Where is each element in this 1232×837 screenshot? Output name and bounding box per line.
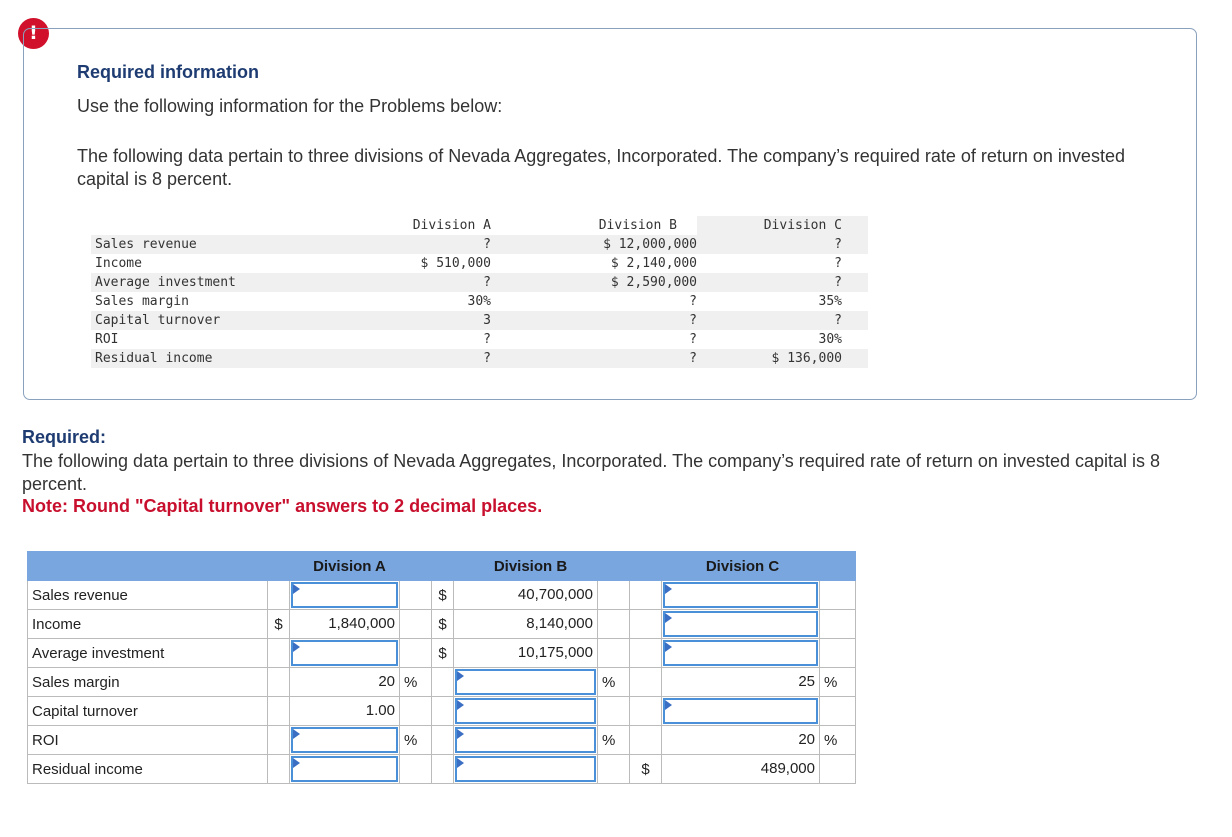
a-symbol — [268, 668, 290, 697]
division-c-cell-input[interactable] — [663, 640, 818, 666]
b-symbol — [432, 726, 454, 755]
division-b-cell-value: 10,175,000 — [517, 644, 593, 661]
division-c-cell-value: 25 — [798, 673, 815, 690]
answer-header-row — [28, 552, 856, 581]
row-label: Capital turnover — [28, 697, 268, 726]
a-symbol — [268, 726, 290, 755]
division-b-cell-value: 40,700,000 — [517, 586, 593, 603]
answer-row — [28, 581, 856, 610]
a-unit — [400, 581, 432, 610]
required-title: Required: — [22, 427, 107, 447]
a-unit: % — [400, 668, 432, 697]
division-b-cell — [454, 610, 598, 639]
division-b-cell — [454, 581, 598, 610]
c-unit — [820, 755, 856, 784]
answer-row — [28, 668, 856, 697]
c-unit — [820, 581, 856, 610]
b-symbol — [432, 697, 454, 726]
division-a-cell-input[interactable] — [291, 756, 398, 782]
division-c-cell — [662, 726, 820, 755]
required-note: Note: Round "Capital turnover" answers to 2 decimal places. — [22, 496, 543, 516]
given-header-b: Division B — [598, 218, 677, 233]
input-marker-icon — [457, 758, 464, 768]
row-label: ROI — [28, 726, 268, 755]
b-symbol — [432, 668, 454, 697]
answer-row — [28, 755, 856, 784]
required-text: The following data pertain to three divisions of Nevada Aggregates, Incorporated. The company’s required rate of return on invested capital is 8 percent. — [22, 451, 1161, 494]
c-symbol — [630, 697, 662, 726]
a-symbol: $ — [268, 610, 290, 639]
a-unit — [400, 639, 432, 668]
b-unit: % — [598, 668, 630, 697]
a-unit — [400, 755, 432, 784]
division-c-cell[interactable] — [662, 581, 820, 610]
input-marker-icon — [665, 584, 672, 594]
division-c-cell — [662, 668, 820, 697]
a-unit — [400, 610, 432, 639]
division-a-cell-value: 1.00 — [365, 702, 395, 719]
answer-header-b: Division B — [432, 552, 630, 581]
division-b-cell — [454, 639, 598, 668]
c-symbol — [630, 610, 662, 639]
given-row: Average investment ? $ 2,590,000 ? — [91, 273, 868, 292]
a-unit — [400, 697, 432, 726]
answer-header-c: Division C — [630, 552, 856, 581]
input-marker-icon — [293, 584, 300, 594]
division-a-cell[interactable] — [290, 581, 400, 610]
b-unit — [598, 581, 630, 610]
c-symbol — [630, 726, 662, 755]
a-symbol — [268, 639, 290, 668]
given-row: Sales margin 30% ? 35% — [95, 294, 842, 309]
input-marker-icon — [293, 729, 300, 739]
division-c-cell[interactable] — [662, 610, 820, 639]
division-b-cell[interactable] — [454, 755, 598, 784]
given-header-a: Division A — [412, 218, 491, 233]
b-unit — [598, 639, 630, 668]
division-c-cell-input[interactable] — [663, 698, 818, 724]
answer-row — [28, 639, 856, 668]
division-b-cell-value: 8,140,000 — [526, 615, 593, 632]
division-a-cell[interactable] — [290, 726, 400, 755]
c-symbol — [630, 668, 662, 697]
division-b-cell[interactable] — [454, 668, 598, 697]
row-label: Sales revenue — [28, 581, 268, 610]
division-a-cell-input[interactable] — [291, 582, 398, 608]
a-unit: % — [400, 726, 432, 755]
b-unit — [598, 697, 630, 726]
division-b-cell-input[interactable] — [455, 756, 596, 782]
alert-icon: ! — [18, 18, 49, 49]
division-c-cell-value: 20 — [798, 731, 815, 748]
given-data-table — [91, 216, 868, 368]
division-a-cell-value: 1,840,000 — [328, 615, 395, 632]
input-marker-icon — [665, 613, 672, 623]
row-label: Income — [28, 610, 268, 639]
b-symbol: $ — [432, 581, 454, 610]
b-unit: % — [598, 726, 630, 755]
input-marker-icon — [665, 642, 672, 652]
division-a-cell[interactable] — [290, 755, 400, 784]
info-subtitle: Use the following information for the Problems below: — [77, 96, 503, 116]
division-a-cell-value: 20 — [378, 673, 395, 690]
division-b-cell[interactable] — [454, 697, 598, 726]
c-unit: % — [820, 668, 856, 697]
division-c-cell[interactable] — [662, 639, 820, 668]
answer-row — [28, 697, 856, 726]
answer-table — [27, 551, 856, 784]
division-c-cell-input[interactable] — [663, 582, 818, 608]
division-a-cell[interactable] — [290, 639, 400, 668]
division-b-cell-input[interactable] — [455, 727, 596, 753]
row-label: Average investment — [28, 639, 268, 668]
b-symbol: $ — [432, 639, 454, 668]
c-unit: % — [820, 726, 856, 755]
b-symbol: $ — [432, 610, 454, 639]
info-text: The following data pertain to three divisions of Nevada Aggregates, Incorporated. The company’s required rate of return on invested capital is 8 percent. — [77, 146, 1125, 189]
c-unit — [820, 697, 856, 726]
division-b-cell[interactable] — [454, 726, 598, 755]
c-symbol — [630, 639, 662, 668]
division-a-cell — [290, 697, 400, 726]
a-symbol — [268, 697, 290, 726]
given-row: Residual income ? ? $ 136,000 — [91, 349, 868, 368]
given-row: Sales revenue ? $ 12,000,000 ? — [91, 235, 868, 254]
input-marker-icon — [457, 671, 464, 681]
given-header-row — [91, 216, 868, 235]
given-header-c: Division C — [697, 216, 868, 235]
given-row: ROI ? ? 30% — [95, 332, 842, 347]
division-c-cell[interactable] — [662, 697, 820, 726]
b-unit — [598, 755, 630, 784]
c-unit — [820, 639, 856, 668]
input-marker-icon — [457, 729, 464, 739]
answer-header-a: Division A — [268, 552, 432, 581]
input-marker-icon — [293, 758, 300, 768]
row-label: Residual income — [28, 755, 268, 784]
input-marker-icon — [293, 642, 300, 652]
input-marker-icon — [457, 700, 464, 710]
given-row: Income $ 510,000 $ 2,140,000 ? — [95, 256, 842, 271]
division-b-cell-input[interactable] — [455, 669, 596, 695]
given-row: Capital turnover 3 ? ? — [91, 311, 868, 330]
answer-row — [28, 726, 856, 755]
b-unit — [598, 610, 630, 639]
division-a-cell — [290, 610, 400, 639]
c-unit — [820, 610, 856, 639]
division-c-cell — [662, 755, 820, 784]
a-symbol — [268, 581, 290, 610]
c-symbol: $ — [630, 755, 662, 784]
info-title: Required information — [77, 62, 260, 82]
a-symbol — [268, 755, 290, 784]
b-symbol — [432, 755, 454, 784]
division-a-cell-input[interactable] — [291, 640, 398, 666]
division-b-cell-input[interactable] — [455, 698, 596, 724]
input-marker-icon — [665, 700, 672, 710]
division-c-cell-input[interactable] — [663, 611, 818, 637]
division-a-cell-input[interactable] — [291, 727, 398, 753]
answer-row — [28, 610, 856, 639]
c-symbol — [630, 581, 662, 610]
division-c-cell-value: 489,000 — [760, 760, 815, 777]
division-a-cell — [290, 668, 400, 697]
row-label: Sales margin — [28, 668, 268, 697]
